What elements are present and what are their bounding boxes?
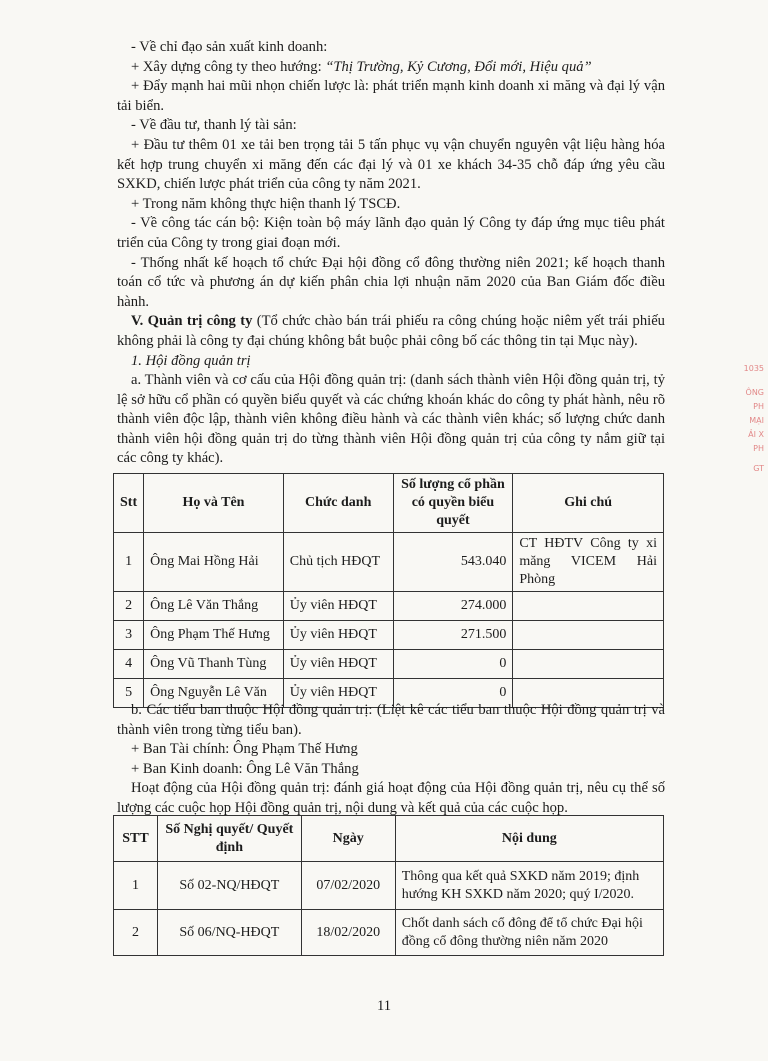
stamp-text: MẠI xyxy=(749,416,764,425)
table-header-row xyxy=(114,474,664,533)
board-members-table xyxy=(113,473,664,708)
paragraph-activity: Hoạt động của Hội đồng quản trị: đánh giá hoạt động của Hội đồng quản trị, nêu cụ thể số lượng các cuộc họp Hội đồng quản trị, nội dung và kết quả của các cuộc họp. xyxy=(117,780,665,816)
note-cell xyxy=(513,650,664,679)
shares-cell: 0 xyxy=(393,650,513,679)
table-row xyxy=(114,862,664,910)
paragraph-motto-line: + Xây dựng công ty theo hướng: “Thị Trường, Kỷ Cương, Đổi mới, Hiệu quả” xyxy=(131,58,592,75)
title-cell: Ủy viên HĐQT xyxy=(283,679,393,708)
table-row xyxy=(114,650,664,679)
header-cell: Họ và Tên xyxy=(144,474,284,533)
section-v-note: (Tổ chức chào bán trái phiếu ra công chúng hoặc niêm yết trái phiếu không phải là công ty đại chúng không bắt buộc phải công bố các thông tin tại Mục này). xyxy=(117,313,665,349)
paragraph: + Trong năm không thực hiện thanh lý TSCĐ. xyxy=(131,195,401,212)
header-cell: STT xyxy=(114,816,158,862)
number-cell: Số 06/NQ-HĐQT xyxy=(157,910,301,956)
date-cell: 07/02/2020 xyxy=(301,862,395,910)
table-row xyxy=(114,592,664,621)
title-cell: Ủy viên HĐQT xyxy=(283,592,393,621)
subsection-title: 1. Hội đồng quản trị xyxy=(131,352,251,369)
note-cell xyxy=(513,621,664,650)
motto: “Thị Trường, Kỷ Cương, Đổi mới, Hiệu quả” xyxy=(325,58,592,75)
title-cell: Chủ tịch HĐQT xyxy=(283,533,393,592)
content-cell: Thông qua kết quả SXKD năm 2019; định hướng KH SXKD năm 2020; quý I/2020. xyxy=(395,862,663,910)
paragraph: + Đầu tư thêm 01 xe tải ben trọng tải 5 tấn phục vụ vận chuyển nguyên vật liệu hàng hóa kết hợp trung chuyển xi măng đến các đại lý và 01 xe khách 34-35 chỗ đáp ứng yêu cầu SXKD, chiến lược phát triển của công ty năm 2021. xyxy=(117,136,665,193)
stt-cell: 3 xyxy=(114,621,144,650)
table-header-row xyxy=(114,816,664,862)
header-cell: Stt xyxy=(114,474,144,533)
paragraph: - Về đầu tư, thanh lý tài sản: xyxy=(131,117,297,134)
date-cell: 18/02/2020 xyxy=(301,910,395,956)
title-cell: Ủy viên HĐQT xyxy=(283,621,393,650)
stamp-text: ÔNG xyxy=(745,388,764,397)
paragraph: - Về chỉ đạo sản xuất kinh doanh: xyxy=(131,39,328,55)
committee-item: + Ban Tài chính: Ông Phạm Thế Hưng xyxy=(131,741,358,758)
title-cell: Ủy viên HĐQT xyxy=(283,650,393,679)
header-cell: Chức danh xyxy=(283,474,393,533)
side-stamp xyxy=(734,362,764,476)
stamp-text: GT xyxy=(753,464,764,473)
note-cell: CT HĐTV Công ty xi măng VICEM Hải Phòng xyxy=(513,533,664,592)
stamp-text: ẢI X xyxy=(748,430,764,439)
header-cell: Số Nghị quyết/ Quyết định xyxy=(157,816,301,862)
name-cell: Ông Vũ Thanh Tùng xyxy=(144,650,284,679)
name-cell: Ông Lê Văn Thắng xyxy=(144,592,284,621)
top-text-block xyxy=(117,38,665,469)
shares-cell: 543.040 xyxy=(393,533,513,592)
header-cell: Ngày xyxy=(301,816,395,862)
shares-cell: 0 xyxy=(393,679,513,708)
committee-item: + Ban Kinh doanh: Ông Lê Văn Thắng xyxy=(131,760,359,777)
stt-cell: 2 xyxy=(114,592,144,621)
shares-cell: 274.000 xyxy=(393,592,513,621)
section-v-paragraph xyxy=(117,312,665,351)
table-row xyxy=(114,621,664,650)
paragraph: - Về công tác cán bộ: Kiện toàn bộ máy lãnh đạo quản lý Công ty đáp ứng mục tiêu phát triển của Công ty trong giai đoạn mới. xyxy=(117,215,665,251)
middle-text-block xyxy=(117,701,665,819)
page-number: 11 xyxy=(376,998,392,1014)
name-cell: Ông Mai Hồng Hải xyxy=(144,533,284,592)
note-cell xyxy=(513,592,664,621)
stamp-text: PH xyxy=(753,444,764,453)
paragraph-b: b. Các tiểu ban thuộc Hội đồng quản trị: (Liệt kê các tiểu ban thuộc Hội đồng quản trị và thành viên trong từng tiểu ban). xyxy=(117,702,665,738)
table-row xyxy=(114,533,664,592)
shares-cell: 271.500 xyxy=(393,621,513,650)
stt-cell: 2 xyxy=(114,910,158,956)
name-cell: Ông Nguyễn Lê Văn xyxy=(144,679,284,708)
number-cell: Số 02-NQ/HĐQT xyxy=(157,862,301,910)
resolutions-table xyxy=(113,815,664,956)
stt-cell: 1 xyxy=(114,862,158,910)
paragraph: - Thống nhất kế hoạch tổ chức Đại hội đồng cổ đông thường niên 2021; kế hoạch thanh toán cổ tức và phương án dự kiến phân chia lợi nhuận năm 2020 của Ban Giám đốc điều hành. xyxy=(117,254,665,310)
paragraph-a: a. Thành viên và cơ cấu của Hội đồng quản trị: (danh sách thành viên Hội đồng quản trị, tỷ lệ sở hữu cổ phần có quyền biểu quyết và các chứng khoán khác do công ty phát hành, nêu rõ thành viên độc lập, thành viên không điều hành và các thành viên khác; số lượng chức danh thành viên hội đồng quản trị do từng thành viên Hội đồng quản trị của công ty nắm giữ tại các công ty khác). xyxy=(117,372,665,467)
section-v-title: V. Quản trị công ty xyxy=(131,313,253,330)
name-cell: Ông Phạm Thế Hưng xyxy=(144,621,284,650)
header-cell: Số lượng cổ phần có quyền biểu quyết xyxy=(393,474,513,533)
content-cell: Chốt danh sách cổ đông để tổ chức Đại hội đồng cổ đông thường niên năm 2020 xyxy=(395,910,663,956)
stt-cell: 4 xyxy=(114,650,144,679)
header-cell: Ghi chú xyxy=(513,474,664,533)
table-row xyxy=(114,910,664,956)
paragraph: + Đẩy mạnh hai mũi nhọn chiến lược là: phát triển mạnh kinh doanh xi măng và đại lý vận tải biển. xyxy=(117,78,665,114)
stamp-text: PH xyxy=(753,402,764,411)
stamp-text: 1035 xyxy=(743,364,764,373)
stt-cell: 5 xyxy=(114,679,144,708)
header-cell: Nội dung xyxy=(395,816,663,862)
stt-cell: 1 xyxy=(114,533,144,592)
